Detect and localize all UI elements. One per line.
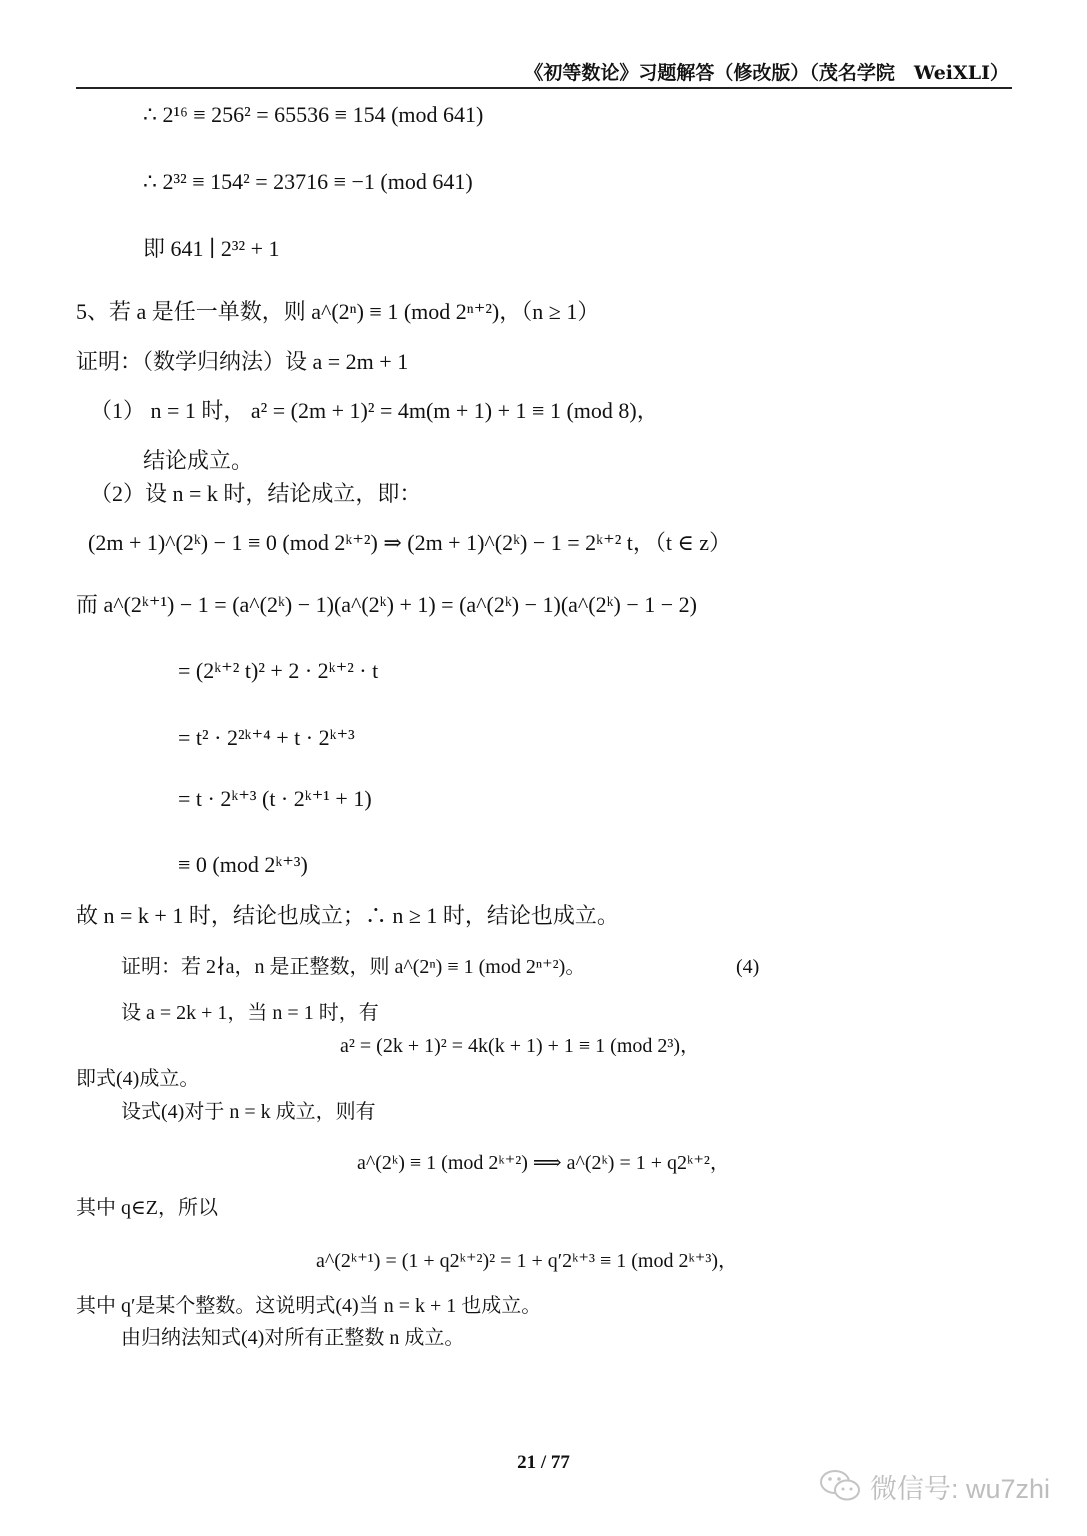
- proof-line: ≡ 0 (mod 2ᵏ⁺³): [178, 852, 308, 877]
- equation-number: (4): [736, 956, 760, 978]
- proof-line: 而 a^(2ᵏ⁺¹) − 1 = (a^(2ᵏ) − 1)(a^(2ᵏ) + 1) = (a^(2ᵏ) − 1)(a^(2ᵏ) − 1 − 2): [76, 592, 697, 617]
- proof-line: 即 641 ∣ 2³² + 1: [143, 236, 280, 261]
- header-rule: [76, 87, 1012, 89]
- proof-line: 其中 q′是某个整数。这说明式(4)当 n = k + 1 也成立。: [76, 1295, 542, 1317]
- proof-line: = t · 2ᵏ⁺³ (t · 2ᵏ⁺¹ + 1): [178, 786, 372, 811]
- proof-line: 由归纳法知式(4)对所有正整数 n 成立。: [121, 1327, 465, 1349]
- proof-line: 即式(4)成立。: [76, 1068, 200, 1090]
- proof-line: 结论成立。: [143, 448, 254, 473]
- display-equation: a² = (2k + 1)² = 4k(k + 1) + 1 ≡ 1 (mod 2³)，: [340, 1035, 701, 1057]
- proof-line: ∴ 2³² ≡ 154² = 23716 ≡ −1 (mod 641): [143, 169, 473, 194]
- watermark: [818, 1466, 1050, 1506]
- proof-line: （2）设 n = k 时，结论成立，即：: [90, 481, 422, 506]
- proof-line: ∴ 2¹⁶ ≡ 256² = 65536 ≡ 154 (mod 641): [143, 102, 484, 127]
- proof-line: 设式(4)对于 n = k 成立，则有: [121, 1101, 376, 1123]
- problem-statement: 5、若 a 是任一单数，则 a^(2ⁿ) ≡ 1 (mod 2ⁿ⁺²)，（n ≥ 1）: [76, 299, 600, 324]
- proof-line: 证明：若 2∤a，n 是正整数，则 a^(2ⁿ) ≡ 1 (mod 2ⁿ⁺²)。: [121, 956, 586, 978]
- proof-line: 故 n = k + 1 时，结论也成立；∴ n ≥ 1 时，结论也成立。: [76, 903, 619, 928]
- proof-line: (2m + 1)^(2ᵏ) − 1 ≡ 0 (mod 2ᵏ⁺²) ⇒ (2m + 1)^(2ᵏ) − 1 = 2ᵏ⁺² t，（t ∈ z）: [88, 530, 732, 555]
- proof-line: （1） n = 1 时， a² = (2m + 1)² = 4m(m + 1) + 1 ≡ 1 (mod 8)，: [90, 398, 659, 423]
- proof-line: 设 a = 2k + 1，当 n = 1 时，有: [121, 1002, 379, 1024]
- watermark-text: 微信号: wu7zhi: [870, 1473, 1051, 1504]
- proof-line: = (2ᵏ⁺² t)² + 2 · 2ᵏ⁺² · t: [178, 658, 379, 683]
- display-equation: a^(2ᵏ) ≡ 1 (mod 2ᵏ⁺²) ⟹ a^(2ᵏ) = 1 + q2ᵏ⁺²，: [357, 1152, 730, 1174]
- proof-line: 其中 q∈Z，所以: [76, 1197, 219, 1219]
- wechat-icon: [818, 1466, 862, 1506]
- page-number: 21 / 77: [517, 1452, 570, 1473]
- page-header: 《初等数论》习题解答（修改版）（茂名学院 WeiXLI）: [524, 62, 1009, 84]
- proof-line: 证明：（数学归纳法）设 a = 2m + 1: [76, 349, 409, 374]
- proof-line: = t² · 2²ᵏ⁺⁴ + t · 2ᵏ⁺³: [178, 725, 355, 750]
- display-equation: a^(2ᵏ⁺¹) = (1 + q2ᵏ⁺²)² = 1 + q′2ᵏ⁺³ ≡ 1 (mod 2ᵏ⁺³)，: [316, 1250, 738, 1272]
